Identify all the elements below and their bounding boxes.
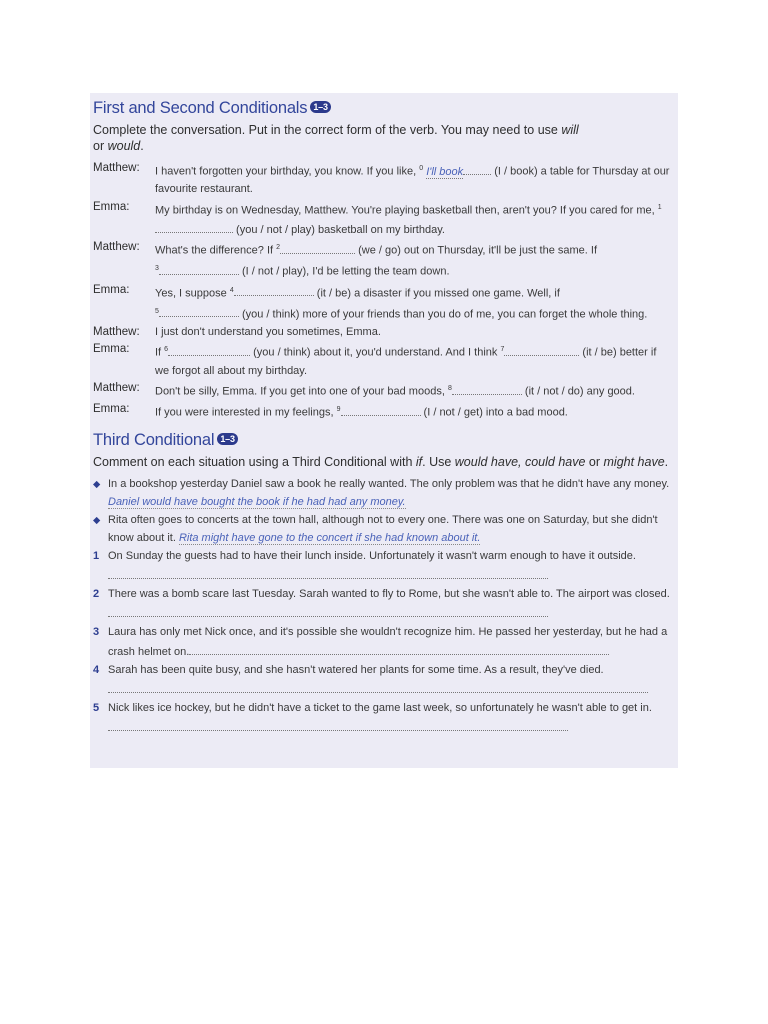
conversation-line: Matthew: I just don't understand you sometimes, Emma. bbox=[93, 324, 671, 342]
blank[interactable] bbox=[168, 343, 250, 356]
item-number: 1 bbox=[93, 550, 100, 563]
blank[interactable] bbox=[159, 304, 239, 317]
exercise-items bbox=[93, 476, 671, 737]
speaker: Emma: bbox=[93, 343, 130, 356]
instruction-third-conditional: Comment on each situation using a Third Conditional with if. Use would have, could have or might have. bbox=[93, 455, 669, 470]
section-title-conditionals: First and Second Conditionals 1–3 bbox=[93, 99, 671, 118]
blank[interactable] bbox=[463, 162, 491, 175]
answer-line[interactable] bbox=[108, 680, 648, 693]
speaker: Matthew: bbox=[93, 241, 140, 254]
example-answer: Daniel would have bought the book if he had had any money. bbox=[108, 495, 406, 508]
blank[interactable] bbox=[504, 343, 579, 356]
answer-line[interactable] bbox=[108, 718, 568, 731]
blank[interactable] bbox=[155, 220, 233, 233]
level-badge: 1–3 bbox=[310, 101, 330, 113]
exercise-item: 1 On Sunday the guests had to have their lunch inside. Unfortunately it wasn't warm enough to have it outside. bbox=[93, 548, 671, 585]
item-number: 4 bbox=[93, 664, 100, 677]
worksheet-content bbox=[93, 99, 671, 738]
level-badge: 1–3 bbox=[217, 433, 237, 445]
conversation-line: Emma: Yes, I suppose $^4$ (it / be) a disaster if you missed one game. Well, if $^5$ (you / think) more of your friends than you do of me, you can forget the whole thing. bbox=[93, 282, 671, 324]
exercise-item: 2 There was a bomb scare last Tuesday. Sarah wanted to fly to Rome, but she wasn't able to. The airport was closed. bbox=[93, 586, 671, 623]
answer-example: I'll book bbox=[426, 165, 464, 178]
section-title-third-conditional: Third Conditional 1–3 bbox=[93, 431, 671, 450]
item-number: 2 bbox=[93, 588, 100, 601]
answer-line[interactable] bbox=[108, 566, 548, 579]
speaker: Matthew: bbox=[93, 162, 140, 174]
item-number: 5 bbox=[93, 702, 100, 715]
speaker: Emma: bbox=[93, 283, 130, 296]
blank[interactable] bbox=[159, 262, 239, 275]
exercise-item: 5 Nick likes ice hockey, but he didn't have a ticket to the game last week, so unfortunately he wasn't able to get in. bbox=[93, 700, 671, 737]
conversation-line: Emma: My birthday is on Wednesday, Matthew. You're playing basketball then, aren't you? If you cared for me, $^1$ (you / not / play) basketball on my birthday. bbox=[93, 199, 671, 240]
conversation bbox=[93, 160, 671, 422]
speaker: Matthew: bbox=[93, 382, 140, 395]
blank[interactable] bbox=[234, 283, 314, 296]
speaker: Matthew: bbox=[93, 325, 140, 338]
exercise-item: 4 Sarah has been quite busy, and she hasn't watered her plants for some time. As a result, they've died. bbox=[93, 662, 671, 699]
answer-line[interactable] bbox=[189, 642, 609, 655]
speaker: Emma: bbox=[93, 200, 130, 213]
conversation-line: Matthew: I haven't forgotten your birthday, you know. If you like, $^0$ I'll book (I / book) a table for Thursday at our favourite restaurant. bbox=[93, 160, 671, 199]
item-number: 3 bbox=[93, 626, 100, 639]
blank[interactable] bbox=[452, 382, 522, 395]
diamond-icon: ◆ bbox=[93, 515, 101, 527]
conversation-line: Matthew: Don't be silly, Emma. If you get into one of your bad moods, $^8$ (it / not / do) any good. bbox=[93, 380, 671, 401]
example-item: ◆ Rita often goes to concerts at the town hall, although not to every one. There was one on Saturday, but she didn't know about it. Rita might have gone to the concert if she had known about it. bbox=[93, 512, 671, 547]
example-item: ◆ In a bookshop yesterday Daniel saw a book he really wanted. The only problem was that he didn't have any money. Daniel would have bought the book if he had had any money. bbox=[93, 476, 671, 511]
blank[interactable] bbox=[280, 241, 355, 254]
conversation-line: Matthew: What's the difference? If $^2$ (we / go) out on Thursday, it'll be just the same. If $^3$ (I / not / play), I'd be letting the team down. bbox=[93, 239, 671, 281]
exercise-item: 3 Laura has only met Nick once, and it's possible she wouldn't recognize him. He passed her yesterday, but he had a crash helmet on. bbox=[93, 624, 671, 661]
blank[interactable] bbox=[341, 403, 421, 416]
worksheet-page bbox=[90, 93, 678, 768]
conversation-line: Emma: If $^6$ (you / think) about it, you'd understand. And I think $^7$ (it / be) better if we forgot all about my birthday. bbox=[93, 341, 671, 380]
example-answer: Rita might have gone to the concert if she had known about it. bbox=[178, 531, 481, 544]
answer-line[interactable] bbox=[108, 604, 548, 617]
instruction-conditionals: Complete the conversation. Put in the correct form of the verb. You may need to use will or would. bbox=[93, 123, 579, 153]
conversation-line: Emma: If you were interested in my feelings, $^9$ (I / not / get) into a bad mood. bbox=[93, 401, 671, 422]
speaker: Emma: bbox=[93, 403, 130, 416]
diamond-icon: ◆ bbox=[93, 479, 101, 491]
